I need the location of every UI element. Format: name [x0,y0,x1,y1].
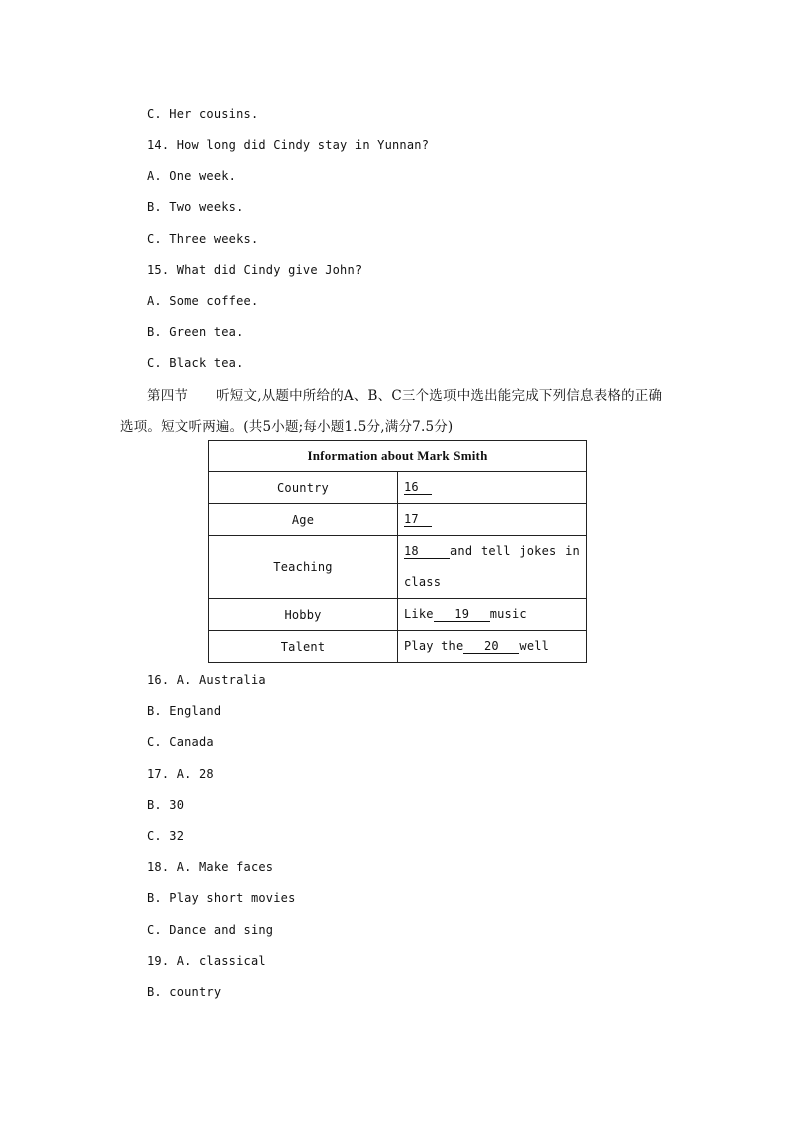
row-value [398,472,587,504]
option-17c: C. 32 [147,829,185,843]
row-label: Country [209,472,398,504]
teaching-word: and [450,544,473,558]
row-label: Talent [209,631,398,663]
option-15b: B. Green tea. [147,325,244,339]
hobby-before: Like [404,607,434,621]
row-label: Teaching [209,536,398,599]
table-row-talent [209,631,587,663]
talent-before: Play the [404,639,464,653]
option-16a: 16. A. Australia [147,673,266,687]
table-row-age [209,504,587,536]
table-row-country [209,472,587,504]
option-19a: 19. A. classical [147,954,266,968]
teaching-word: jokes [519,544,557,558]
option-16c: C. Canada [147,735,214,749]
blank-17: 17 [404,513,432,527]
option-18a: 18. A. Make faces [147,860,274,874]
hobby-after: music [489,607,527,621]
blank-18: 18 [404,545,450,559]
question-14: 14. How long did Cindy stay in Yunnan? [147,138,430,152]
talent-after: well [519,639,550,653]
teaching-word: in [565,544,580,558]
option-14b: B. Two weeks. [147,200,244,214]
option-18b: B. Play short movies [147,891,296,905]
option-15a: A. Some coffee. [147,294,259,308]
option-17b: B. 30 [147,798,185,812]
question-15: 15. What did Cindy give John? [147,263,363,277]
info-table [208,440,587,663]
row-label: Age [209,504,398,536]
section-instruction-line1 [147,384,662,404]
teaching-line2: class [404,575,442,589]
blank-20: 20 [463,640,519,654]
option-19b: B. country [147,985,222,999]
section-name: 第四节 [147,388,189,404]
section-instruction-line2: 选项。短文听两遍。(共5小题;每小题1.5分,满分7.5分) [120,419,454,435]
blank-16: 16 [404,481,432,495]
instruction-text: 听短文,从题中所给的A、B、C三个选项中选出能完成下列信息表格的正确 [216,388,663,404]
table-row-hobby [209,599,587,631]
blank-19: 19 [434,608,490,622]
row-value [398,599,587,631]
option-18c: C. Dance and sing [147,923,274,937]
row-value [398,631,587,663]
option-14c: C. Three weeks. [147,232,259,246]
table-title: Information about Mark Smith [209,441,587,472]
option-17a: 17. A. 28 [147,767,214,781]
option-15c: C. Black tea. [147,356,244,370]
option-16b: B. England [147,704,222,718]
option-13c: C. Her cousins. [147,107,259,121]
row-value [398,504,587,536]
table-row-teaching [209,536,587,599]
teaching-word: tell [480,544,511,558]
row-label: Hobby [209,599,398,631]
option-14a: A. One week. [147,169,237,183]
row-value [398,536,587,599]
